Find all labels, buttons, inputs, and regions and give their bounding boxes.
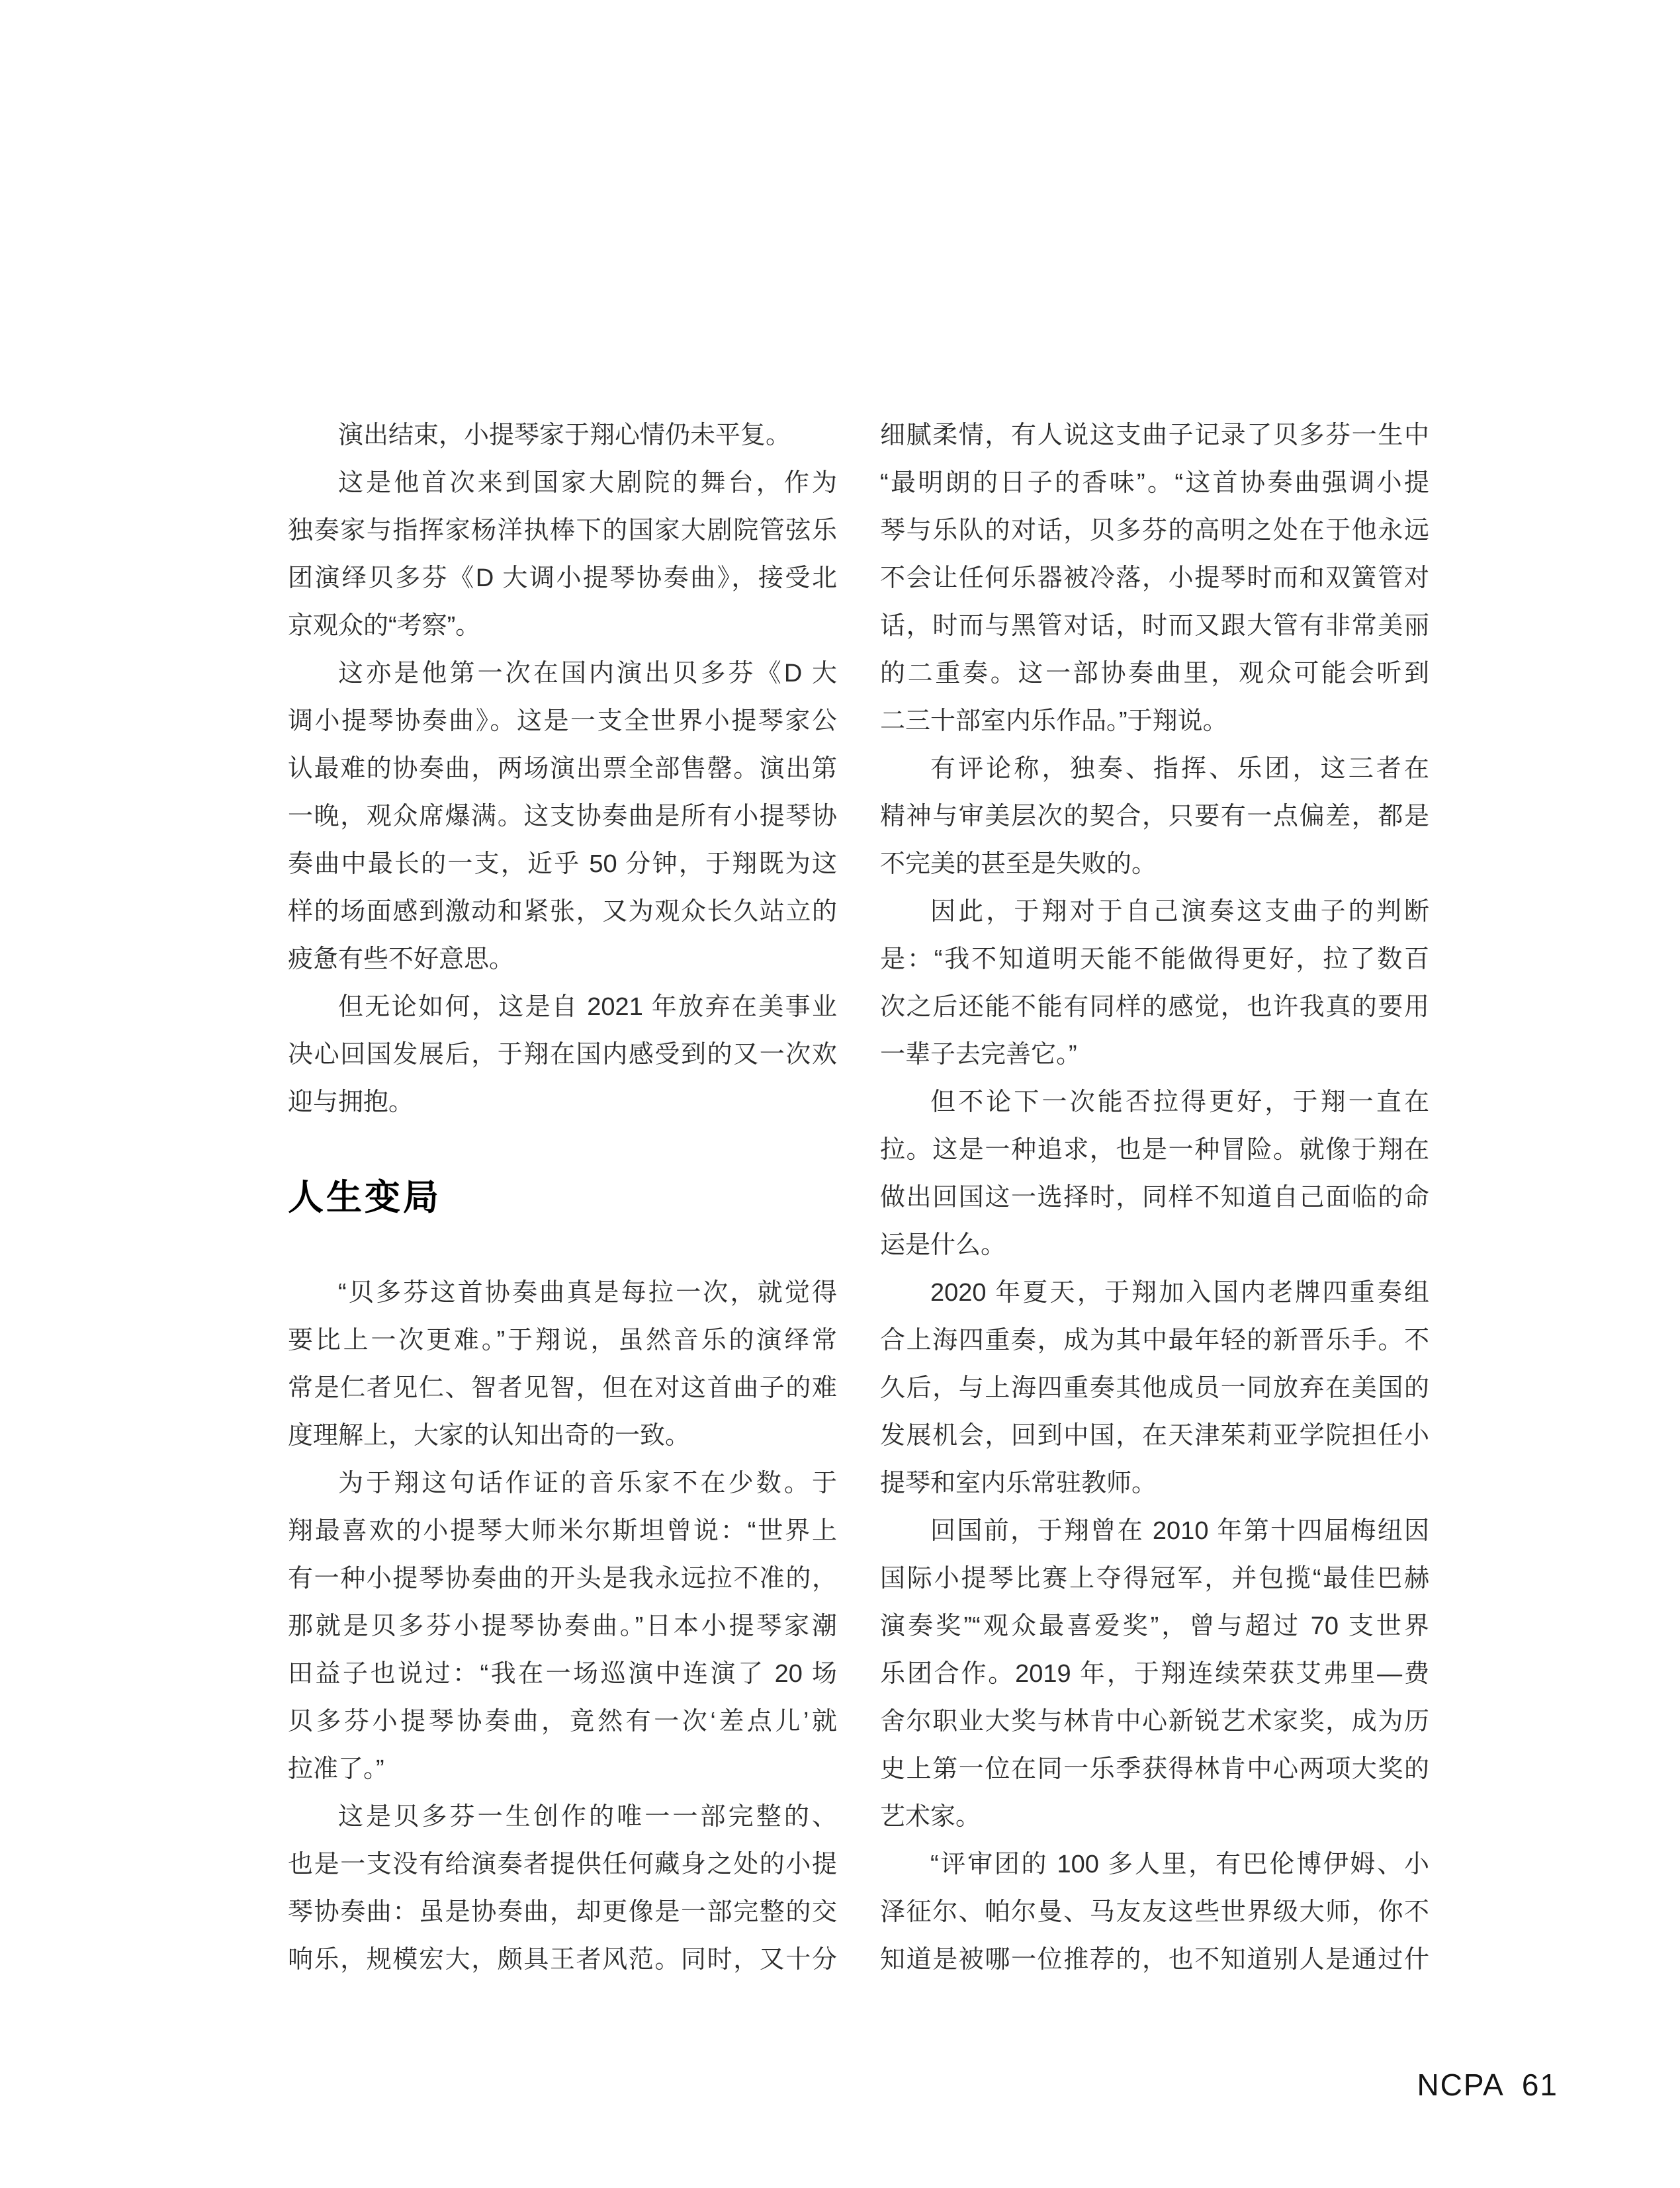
text-line: “最明朗的日子的香味”。“这首协奏曲强调小提 (880, 469, 1429, 497)
text-line: 贝多芬小提琴协奏曲，竟然有一次‘差点儿’就 (288, 1708, 837, 1735)
text-line: 响乐，规模宏大，颇具王者风范。同时，又十分 (288, 1946, 837, 1974)
text-line: 要比上一次更难。”于翔说，虽然音乐的演绎常 (288, 1327, 837, 1354)
text-line: 泽征尔、帕尔曼、马友友这些世界级大师，你不 (880, 1898, 1429, 1926)
text-line: 奏曲中最长的一支，近乎 50 分钟，于翔既为这 (288, 850, 837, 878)
right-text-column (880, 412, 1429, 1984)
text-line: 国际小提琴比赛上夺得冠军，并包揽“最佳巴赫 (880, 1565, 1429, 1593)
text-line: 拉。这是一种追求，也是一种冒险。就像于翔在 (880, 1136, 1429, 1164)
text-line: 不会让任何乐器被冷落，小提琴时而和双簧管对 (880, 564, 1429, 592)
text-line: 二三十部室内乐作品。”于翔说。 (880, 707, 1228, 735)
text-line: 史上第一位在同一乐季获得林肯中心两项大奖的 (880, 1755, 1429, 1783)
text-line: 回国前，于翔曾在 2010 年第十四届梅纽因 (930, 1517, 1429, 1545)
text-line: 调小提琴协奏曲》。这是一支全世界小提琴家公 (288, 707, 837, 735)
text-line: 的二重奏。这一部协奏曲里，观众可能会听到 (880, 660, 1429, 687)
text-line: 决心回国发展后，于翔在国内感受到的又一次欢 (288, 1041, 837, 1069)
text-line: 独奏家与指挥家杨洋执棒下的国家大剧院管弦乐 (288, 517, 837, 545)
text-line: 2020 年夏天，于翔加入国内老牌四重奏组 (930, 1279, 1429, 1307)
text-line: 一晚，观众席爆满。这支协奏曲是所有小提琴协 (288, 803, 837, 830)
text-line: 细腻柔情，有人说这支曲子记录了贝多芬一生中 (880, 421, 1429, 449)
text-line: “评审团的 100 多人里，有巴伦博伊姆、小 (930, 1851, 1429, 1878)
text-line: 这亦是他第一次在国内演出贝多芬《D 大 (338, 660, 837, 687)
text-line: 是：“我不知道明天能不能做得更好，拉了数百 (880, 945, 1429, 973)
text-line: 常是仁者见仁、智者见智，但在对这首曲子的难 (288, 1374, 837, 1402)
text-line: 琴协奏曲：虽是协奏曲，却更像是一部完整的交 (288, 1898, 837, 1926)
text-line: 但无论如何，这是自 2021 年放弃在美事业 (338, 993, 837, 1021)
text-line: 精神与审美层次的契合，只要有一点偏差，都是 (880, 803, 1429, 830)
text-line: 乐团合作。2019 年，于翔连续荣获艾弗里—费 (880, 1660, 1429, 1688)
text-line: 但不论下一次能否拉得更好，于翔一直在 (930, 1088, 1429, 1116)
text-line: 运是什么。 (880, 1231, 1006, 1259)
section-heading: 人生变局 (288, 1178, 441, 1217)
text-line: 舍尔职业大奖与林肯中心新锐艺术家奖，成为历 (880, 1708, 1429, 1735)
text-line: 拉准了。” (288, 1755, 384, 1783)
text-line: 琴与乐队的对话，贝多芬的高明之处在于他永远 (880, 517, 1429, 545)
text-line: 有评论称，独奏、指挥、乐团，这三者在 (930, 755, 1429, 783)
text-line: 久后，与上海四重奏其他成员一同放弃在美国的 (880, 1374, 1429, 1402)
text-line: 发展机会，回到中国，在天津茱莉亚学院担任小 (880, 1422, 1429, 1450)
text-line: 次之后还能不能有同样的感觉，也许我真的要用 (880, 993, 1429, 1021)
text-line: 那就是贝多芬小提琴协奏曲。”日本小提琴家潮 (288, 1612, 837, 1640)
text-line: 演出结束，小提琴家于翔心情仍未平复。 (338, 421, 791, 449)
text-line: 度理解上，大家的认知出奇的一致。 (288, 1422, 691, 1450)
text-line: 这是贝多芬一生创作的唯一一部完整的、 (338, 1803, 837, 1831)
page-folio (1417, 2068, 1558, 2101)
text-line: 也是一支没有给演奏者提供任何藏身之处的小提 (288, 1851, 837, 1878)
page-number: 61 (1521, 2068, 1558, 2102)
text-line: 艺术家。 (880, 1803, 981, 1831)
text-line: 一辈子去完善它。” (880, 1041, 1077, 1069)
text-line: 为于翔这句话作证的音乐家不在少数。于 (338, 1469, 837, 1497)
text-line: 疲惫有些不好意思。 (288, 945, 515, 973)
text-line: “贝多芬这首协奏曲真是每拉一次，就觉得 (338, 1279, 837, 1307)
text-line: 演奏奖”“观众最喜爱奖”，曾与超过 70 支世界 (880, 1612, 1429, 1640)
text-line: 翔最喜欢的小提琴大师米尔斯坦曾说：“世界上 (288, 1517, 837, 1545)
text-line: 田益子也说过：“我在一场巡演中连演了 20 场 (288, 1660, 837, 1688)
text-line: 样的场面感到激动和紧张，又为观众长久站立的 (288, 898, 837, 926)
left-text-column (288, 412, 837, 1984)
text-line: 不完美的甚至是失败的。 (880, 850, 1157, 878)
journal-abbreviation: NCPA (1417, 2068, 1505, 2102)
text-line: 京观众的“考察”。 (288, 612, 481, 640)
text-line: 因此，于翔对于自己演奏这支曲子的判断 (930, 898, 1429, 926)
text-line: 迎与拥抱。 (288, 1088, 414, 1116)
text-line: 有一种小提琴协奏曲的开头是我永远拉不准的， (288, 1565, 837, 1593)
text-line: 提琴和室内乐常驻教师。 (880, 1469, 1157, 1497)
text-line: 认最难的协奏曲，两场演出票全部售罄。演出第 (288, 755, 837, 783)
text-line: 知道是被哪一位推荐的，也不知道别人是通过什 (880, 1946, 1429, 1974)
text-line: 这是他首次来到国家大剧院的舞台，作为 (338, 469, 837, 497)
text-line: 合上海四重奏，成为其中最年轻的新晋乐手。不 (880, 1327, 1429, 1354)
text-line: 话，时而与黑管对话，时而又跟大管有非常美丽 (880, 612, 1429, 640)
text-line: 团演绎贝多芬《D 大调小提琴协奏曲》，接受北 (288, 564, 837, 592)
text-line: 做出回国这一选择时，同样不知道自己面临的命 (880, 1184, 1429, 1211)
